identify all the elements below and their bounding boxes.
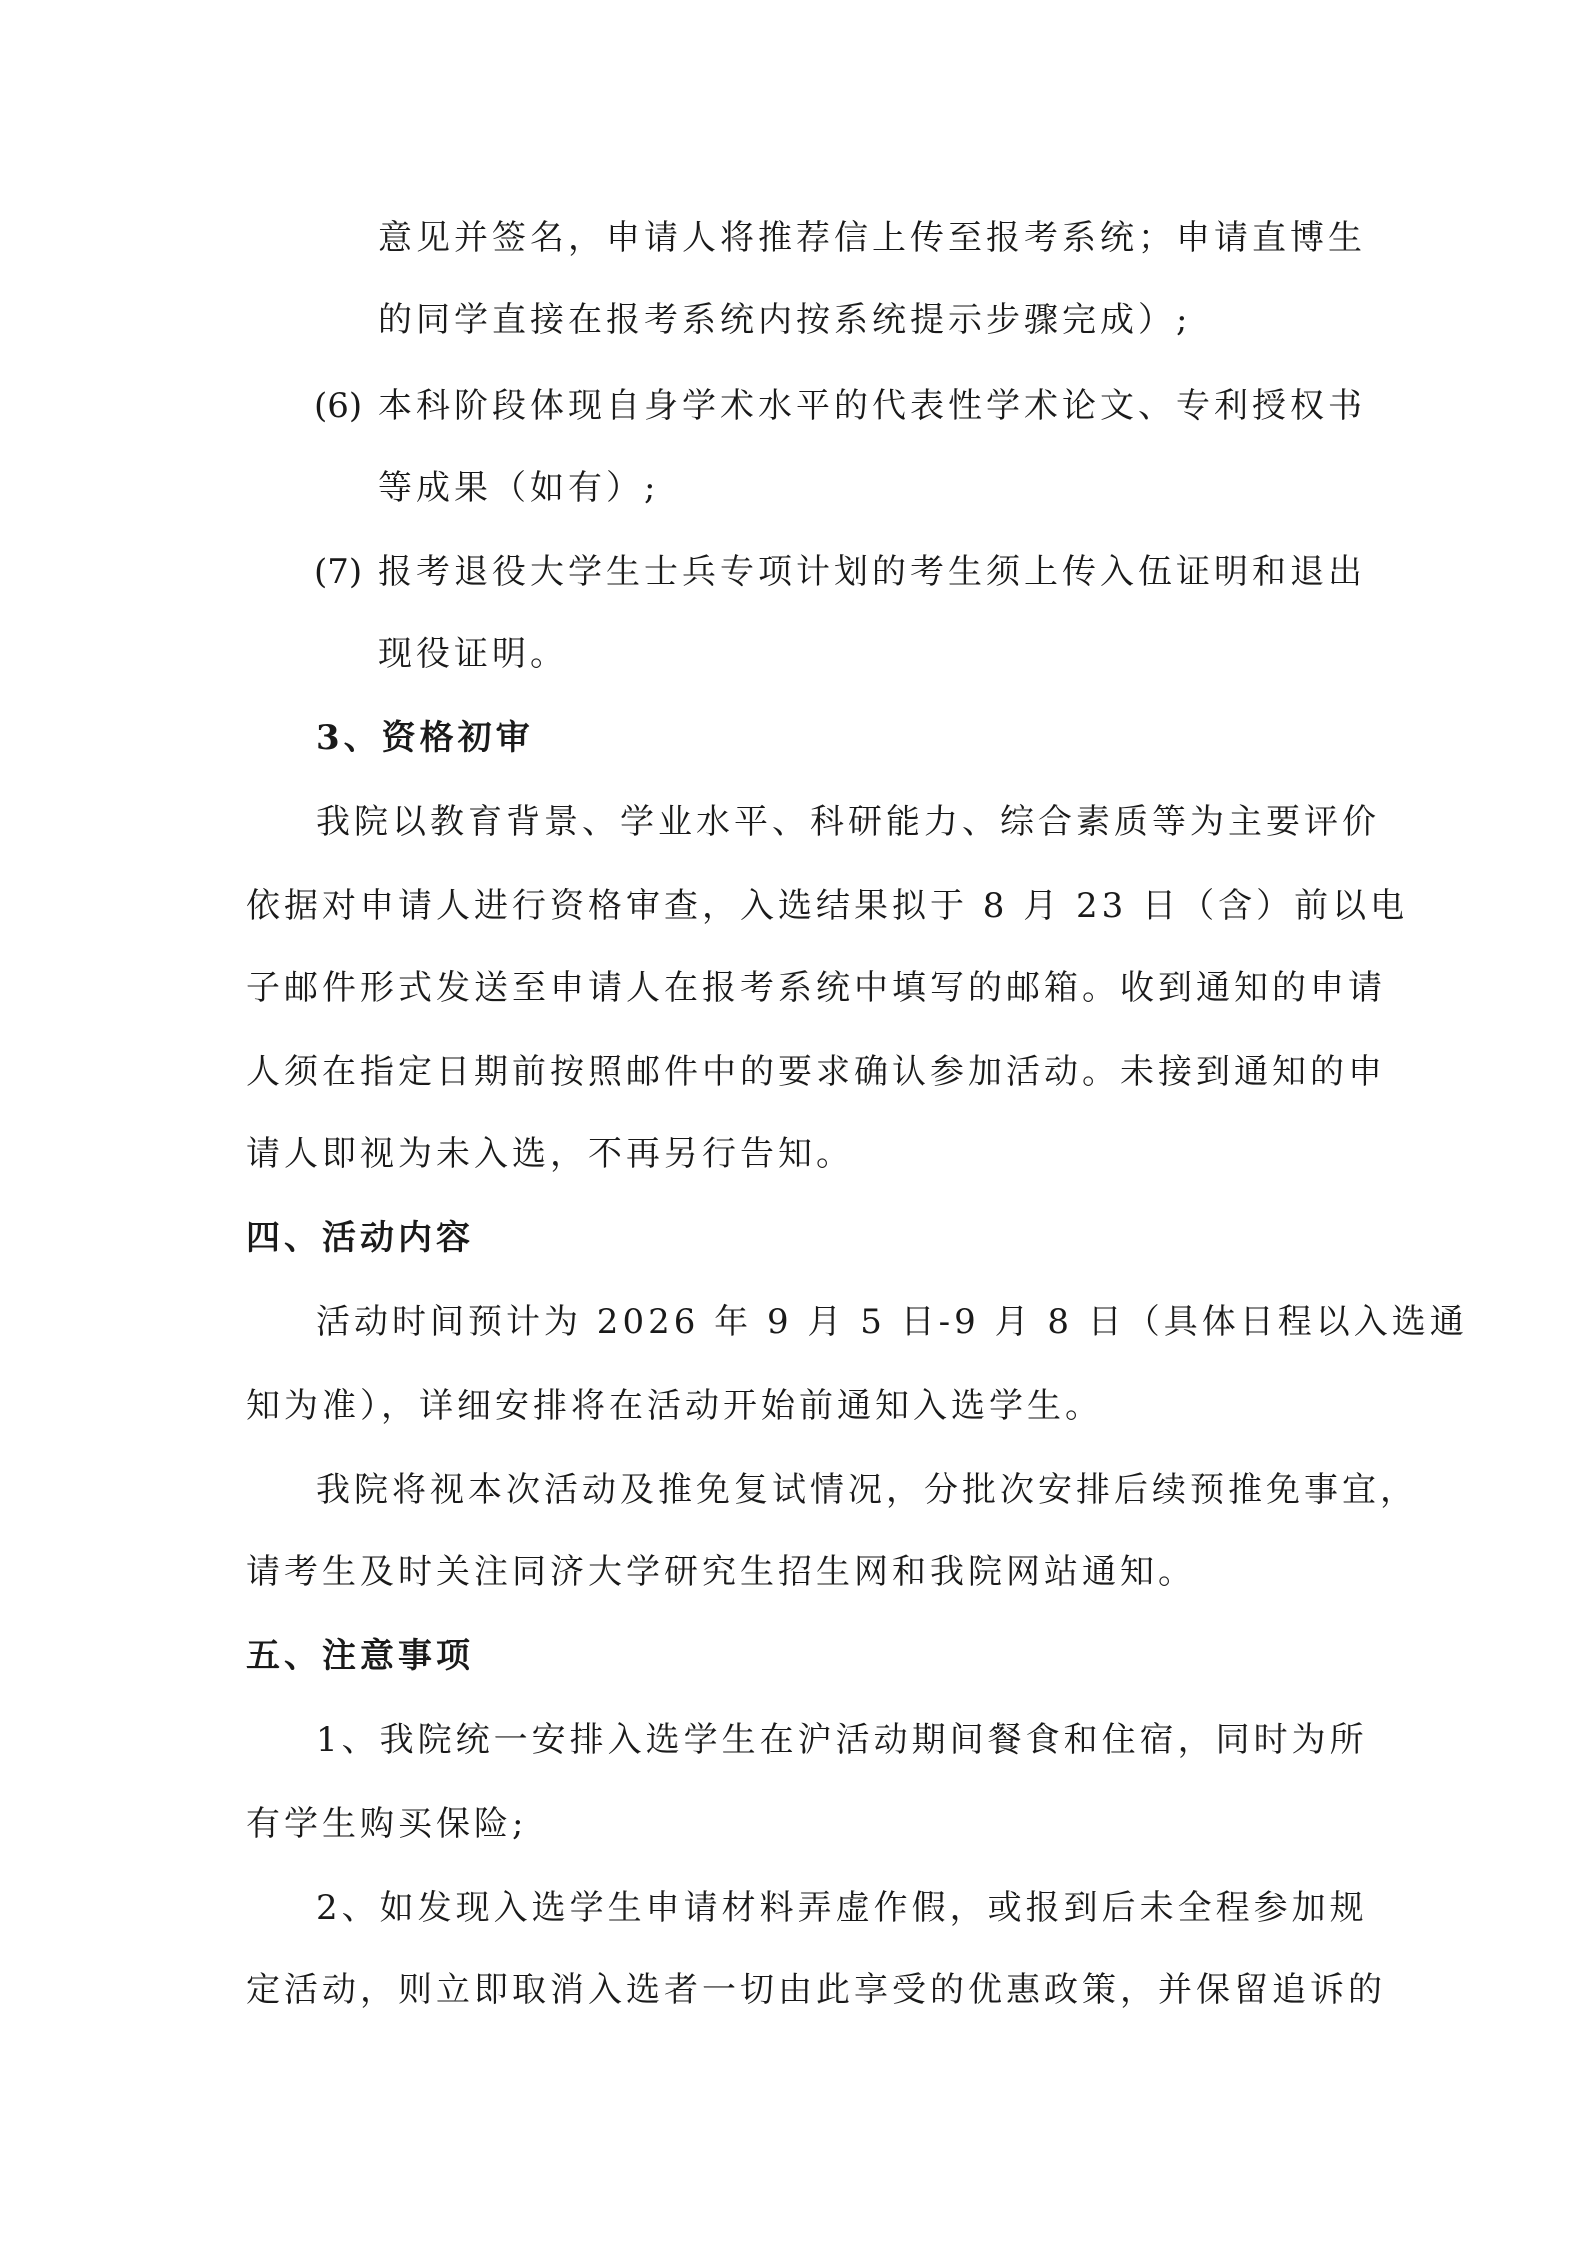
section4-heading: 四、活动内容 [246, 1218, 474, 1258]
section3-heading: 3、资格初审 [316, 718, 534, 758]
section4-p1-line1: 活动时间预计为 2026 年 9 月 5 日-9 月 8 日（具体日程以入选通 [316, 1302, 1468, 1342]
item7-line1: 报考退役大学生士兵专项计划的考生须上传入伍证明和退出 [378, 552, 1366, 592]
section5-p1-line1: 1、我院统一安排入选学生在沪活动期间餐食和住宿，同时为所 [316, 1720, 1368, 1760]
item7-marker: (7) [314, 552, 363, 592]
section5-p2-line2: 定活动，则立即取消入选者一切由此享受的优惠政策，并保留追诉的 [246, 1970, 1386, 2010]
section5-p2-line1: 2、如发现入选学生申请材料弄虚作假，或报到后未全程参加规 [316, 1888, 1368, 1928]
item6-marker: (6) [314, 386, 363, 426]
item6-line1: 本科阶段体现自身学术水平的代表性学术论文、专利授权书 [378, 386, 1366, 426]
item5-line1: 意见并签名，申请人将推荐信上传至报考系统；申请直博生 [378, 218, 1366, 258]
section3-p1-line5: 请人即视为未入选，不再另行告知。 [246, 1134, 854, 1174]
section3-p1-line4: 人须在指定日期前按照邮件中的要求确认参加活动。未接到通知的申 [246, 1052, 1386, 1092]
section3-p1-line2: 依据对申请人进行资格审查，入选结果拟于 8 月 23 日（含）前以电 [246, 886, 1409, 926]
section4-p2-line2: 请考生及时关注同济大学研究生招生网和我院网站通知。 [246, 1552, 1196, 1592]
section5-p1-line2: 有学生购买保险; [246, 1804, 528, 1844]
item6-line2: 等成果（如有）; [378, 468, 660, 508]
section3-p1-line1: 我院以教育背景、学业水平、科研能力、综合素质等为主要评价 [316, 802, 1380, 842]
section5-heading: 五、注意事项 [246, 1636, 474, 1676]
section4-p1-line2: 知为准），详细安排将在活动开始前通知入选学生。 [246, 1386, 1103, 1426]
section3-p1-line3: 子邮件形式发送至申请人在报考系统中填写的邮箱。收到通知的申请 [246, 968, 1386, 1008]
item5-line2: 的同学直接在报考系统内按系统提示步骤完成）; [378, 300, 1192, 340]
section4-p2-line1: 我院将视本次活动及推免复试情况，分批次安排后续预推免事宜， [316, 1470, 1418, 1510]
item7-line2: 现役证明。 [378, 634, 568, 674]
